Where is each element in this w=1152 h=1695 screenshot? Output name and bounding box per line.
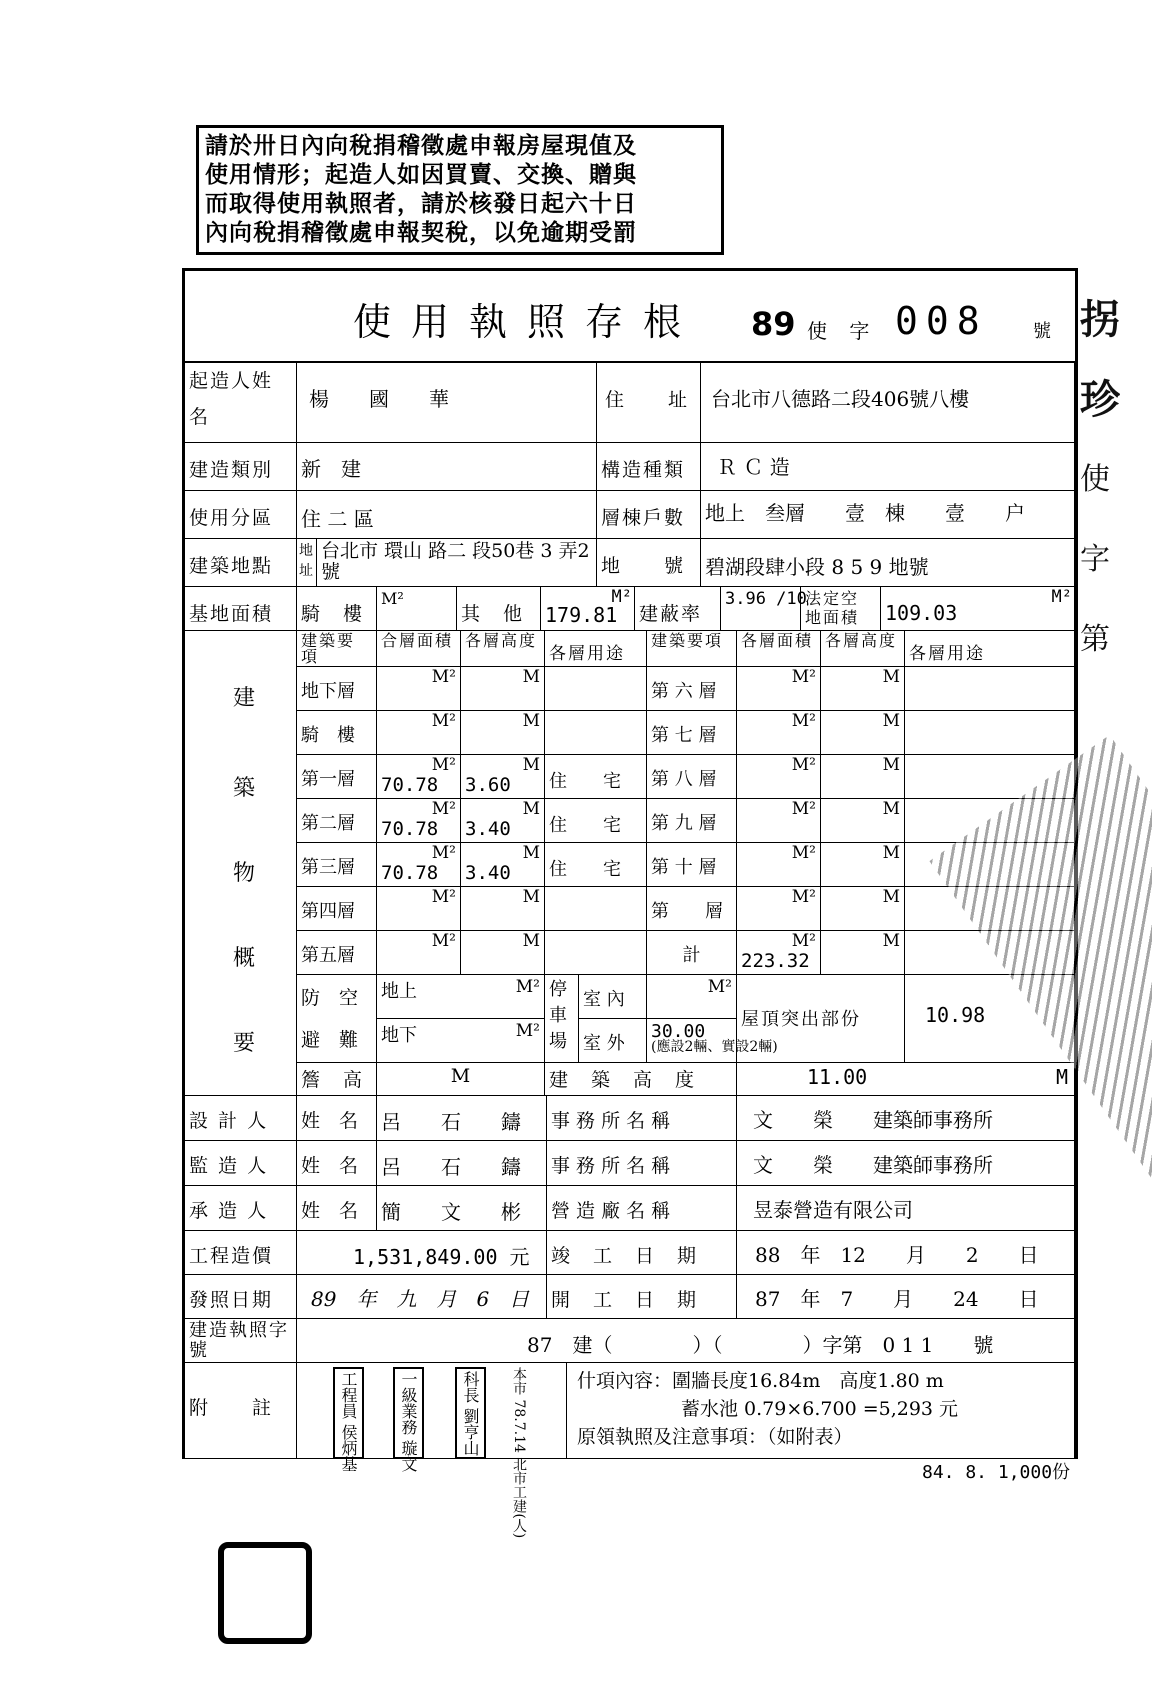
outdoor-note: (應設2輛、實設2輛)	[651, 1039, 778, 1055]
floor-label: 第 九 層	[647, 799, 737, 843]
person-name: 呂 石 鑄	[377, 1141, 547, 1186]
area-unit: M²	[1051, 587, 1072, 607]
form-print-code: 84. 8. 1,000份	[922, 1462, 1071, 1483]
coverage-value: 3.96 /10	[721, 587, 801, 631]
other-number: 179.81	[545, 603, 618, 627]
floor-label: 第二層	[297, 799, 377, 843]
build-type-label: 建造類別	[185, 443, 297, 491]
shelter-below	[377, 1019, 545, 1063]
site-label: 建築地點	[185, 539, 297, 587]
floor-label: 第 十 層	[647, 843, 737, 887]
col-header: 各層高度	[821, 631, 905, 667]
floor-use	[905, 711, 1075, 755]
cost-value: 1,531,849.00 元	[297, 1231, 547, 1275]
unit-label: M	[522, 667, 540, 687]
floor-area	[737, 931, 821, 975]
person-name-label: 姓 名	[297, 1186, 377, 1231]
cell-value: 70.78	[381, 774, 439, 796]
floor-use	[545, 667, 647, 711]
floor-label: 第 七 層	[647, 711, 737, 755]
notice-line: 使用情形；起造人如因買賣、交換、贈與	[205, 162, 637, 188]
floor-use	[545, 711, 647, 755]
floor-label: 第 八 層	[647, 755, 737, 799]
permit-value: 87 建（ ）（ ）字第 0 1 1 號	[297, 1319, 1075, 1363]
issue-date: 89 年 九 月 6 日	[297, 1275, 547, 1319]
unit-label: M	[882, 755, 900, 775]
unit-label: M²	[791, 843, 816, 863]
floor-label: 第 層	[647, 887, 737, 931]
section-char: 概	[233, 946, 256, 971]
unit-label: M	[882, 799, 900, 819]
col-header: 建築要項	[647, 631, 737, 667]
permit-hao: 號	[1033, 321, 1051, 342]
floor-area	[377, 755, 461, 799]
remarks-line: 蓄水池 0.79×6.700 =5,293 元	[681, 1398, 959, 1420]
base-area-label: 基地面積	[185, 587, 297, 631]
building-height-value	[737, 1063, 1075, 1096]
notice-line: 請於卅日內向稅捐稽徵處申報房屋現值及	[205, 133, 637, 159]
col-header: 建築要項	[297, 631, 377, 667]
address-label: 住 址	[597, 361, 701, 443]
outdoor-label: 室 外	[579, 1019, 647, 1063]
indoor-value	[647, 975, 737, 1019]
open-space-number: 109.03	[885, 601, 958, 625]
floor-label: 騎 樓	[297, 711, 377, 755]
seal-stamp	[218, 1542, 312, 1644]
floor-area	[737, 799, 821, 843]
floor-height	[821, 667, 905, 711]
structure-label: 構造種類	[597, 443, 701, 491]
floor-use: 住 宅	[545, 843, 647, 887]
floor-area	[377, 799, 461, 843]
unit-label: M	[522, 711, 540, 731]
person-org-label: 營 造 廠 名 稱	[547, 1186, 737, 1231]
start-label: 開 工 日 期	[547, 1275, 737, 1319]
col-header: 各層用途	[905, 631, 1075, 667]
margin-char: 使	[1080, 462, 1110, 497]
area-unit: M²	[611, 587, 632, 607]
floor-label: 地下層	[297, 667, 377, 711]
person-name: 簡 文 彬	[377, 1186, 547, 1231]
open-space-value	[881, 587, 1075, 631]
completion-label: 竣 工 日 期	[547, 1231, 737, 1275]
remarks-label: 附 註	[185, 1363, 297, 1459]
unit-label: M²	[431, 711, 456, 731]
cell-value: 3.40	[465, 862, 511, 884]
coverage-label: 建蔽率	[635, 587, 721, 631]
lot-value: 碧湖段肆小段 8 5 9 地號	[701, 539, 1075, 587]
permit-year: 89	[751, 305, 796, 343]
unit-label: M	[882, 887, 900, 907]
section-char: 築	[233, 776, 256, 801]
floor-label: 第三層	[297, 843, 377, 887]
stamp: 科長 劉亨山	[455, 1367, 486, 1459]
floor-height	[461, 887, 545, 931]
area-unit: M²	[515, 1021, 540, 1041]
cell-value: 70.78	[381, 818, 439, 840]
lot-label: 地 號	[597, 539, 701, 587]
roof-label: 屋頂突出部份	[737, 975, 905, 1063]
arcade-value: M²	[377, 587, 457, 631]
floor-label: 第五層	[297, 931, 377, 975]
floor-label: 第一層	[297, 755, 377, 799]
person-org: 昱泰營造有限公司	[737, 1186, 1075, 1231]
unit-label: M²	[791, 667, 816, 687]
shelter-label-2: 避 難	[301, 1029, 359, 1051]
form-title: 使用執照存根	[353, 300, 702, 344]
permit-number: 008	[895, 299, 988, 343]
open-space-label: 法定空地面積	[801, 587, 881, 631]
title-row	[185, 271, 1075, 363]
person-name: 呂 石 鑄	[377, 1096, 547, 1141]
area-unit: M²	[707, 977, 732, 997]
cell-value: 3.60	[465, 774, 511, 796]
floor-area	[377, 711, 461, 755]
unit-label: M	[522, 887, 540, 907]
unit-label: M²	[791, 931, 816, 951]
margin-char: 珍	[1080, 376, 1120, 423]
person-org: 文 榮 建築師事務所	[737, 1141, 1075, 1186]
floor-area	[737, 887, 821, 931]
unit-label: M	[882, 843, 900, 863]
floor-area	[737, 755, 821, 799]
roof-value: 10.98	[905, 975, 1075, 1063]
person-org-label: 事 務 所 名 稱	[547, 1141, 737, 1186]
shelter-above-label: 地上	[381, 981, 417, 1002]
permit-label: 建造執照字號	[185, 1319, 297, 1363]
building-height-label: 建 築 高 度	[545, 1063, 737, 1096]
eave-value: M	[377, 1063, 545, 1096]
floor-height	[821, 887, 905, 931]
zoning-value: 住 二 區	[297, 491, 597, 539]
owner-name: 楊 國 華	[297, 361, 597, 443]
shelter-label-1: 防 空	[301, 987, 359, 1009]
unit-label: M	[882, 931, 900, 951]
section-char: 物	[233, 861, 256, 886]
floor-label: 第 六 層	[647, 667, 737, 711]
site-address: 台北市 環山 路二 段50巷 3 弄2 號	[317, 539, 597, 587]
floor-use	[905, 667, 1075, 711]
cell-value: 223.32	[741, 950, 810, 972]
remarks-line: 原領執照及注意事項：（如附表）	[577, 1426, 853, 1448]
floor-use: 住 宅	[545, 799, 647, 843]
arcade-label: 騎 樓	[297, 587, 377, 631]
outdoor-value	[647, 1019, 778, 1063]
unit-label: M	[882, 667, 900, 687]
person-role: 設 計 人	[185, 1096, 297, 1141]
area-unit: M²	[515, 977, 540, 997]
cost-label: 工程造價	[185, 1231, 297, 1275]
floor-height	[821, 711, 905, 755]
build-type-value: 新 建	[297, 443, 597, 491]
unit-label: M²	[431, 755, 456, 775]
unit-label: M²	[791, 799, 816, 819]
owner-label: 起造人姓名	[185, 361, 297, 443]
indoor-label: 室 內	[579, 975, 647, 1019]
shelter-label	[297, 975, 377, 1063]
unit-label: M²	[791, 755, 816, 775]
unit-label: M²	[791, 711, 816, 731]
owner-address: 台北市八德路二段406號八樓	[701, 361, 1075, 443]
floor-area	[377, 667, 461, 711]
floor-use	[545, 887, 647, 931]
person-role: 承 造 人	[185, 1186, 297, 1231]
remarks-stamps	[297, 1363, 567, 1539]
person-role: 監 造 人	[185, 1141, 297, 1186]
stamp: 工程員 侯炳基	[333, 1367, 364, 1459]
unit-label: M	[882, 711, 900, 731]
floor-height	[821, 799, 905, 843]
floor-height	[461, 755, 545, 799]
building-section-label	[185, 631, 297, 1096]
unit-label: M	[522, 799, 540, 819]
section-char: 要	[233, 1031, 256, 1056]
col-header: 各層用途	[545, 631, 647, 667]
floor-height	[461, 931, 545, 975]
person-name-label: 姓 名	[297, 1096, 377, 1141]
floor-height	[461, 667, 545, 711]
unit-label: M²	[431, 887, 456, 907]
building-height-number: 11.00	[807, 1065, 868, 1089]
unit-label: M²	[791, 887, 816, 907]
unit-label: M	[522, 931, 540, 951]
shelter-above	[377, 975, 545, 1019]
floor-area	[377, 843, 461, 887]
unit-label: M	[522, 843, 540, 863]
remarks-text	[567, 1363, 1075, 1459]
floor-height	[821, 931, 905, 975]
col-header: 各層面積	[737, 631, 821, 667]
person-name-label: 姓 名	[297, 1141, 377, 1186]
shelter-below-label: 地下	[381, 1025, 417, 1046]
floor-use	[545, 931, 647, 975]
floor-area	[377, 887, 461, 931]
person-org-label: 事 務 所 名 稱	[547, 1096, 737, 1141]
notice-line: 而取得使用執照者，請於核發日起六十日	[205, 191, 637, 217]
unit-label: M²	[431, 667, 456, 687]
floors-value: 地上 叁層 壹 棟 壹 户	[701, 491, 1075, 539]
floor-height	[461, 843, 545, 887]
notice-line: 內向稅捐稽徵處申報契稅，以免逾期受罰	[205, 220, 637, 246]
floor-area	[737, 843, 821, 887]
notice-box	[196, 125, 724, 255]
floors-label: 層棟戶數	[597, 491, 701, 539]
col-header: 各層高度	[461, 631, 545, 667]
structure-value: Ｒ Ｃ 造	[701, 443, 1075, 491]
outdoor-number: 30.00	[651, 1021, 706, 1042]
parking-label: 停車場	[545, 975, 579, 1063]
floor-area	[737, 667, 821, 711]
section-char: 建	[233, 686, 256, 711]
stamp: 本市 78.7.14 北市工建(人)	[511, 1367, 527, 1539]
margin-char: 拐	[1080, 296, 1120, 343]
start-date: 87 年 7 月 24 日	[737, 1275, 1075, 1319]
floor-height	[461, 711, 545, 755]
floor-area	[377, 931, 461, 975]
margin-char: 第	[1080, 622, 1110, 657]
issue-label: 發照日期	[185, 1275, 297, 1319]
col-header: 合層面積	[377, 631, 461, 667]
height-unit: M	[1055, 1065, 1068, 1089]
cell-value: 3.40	[465, 818, 511, 840]
floor-use: 住 宅	[545, 755, 647, 799]
zoning-label: 使用分區	[185, 491, 297, 539]
cell-value: 70.78	[381, 862, 439, 884]
site-addr-tag: 地址	[297, 539, 317, 587]
floor-height	[461, 799, 545, 843]
unit-label: M	[522, 755, 540, 775]
margin-text	[1080, 280, 1150, 680]
floor-height	[821, 755, 905, 799]
permit-zi: 使 字	[807, 319, 878, 343]
floor-area	[737, 711, 821, 755]
completion-date: 88 年 12 月 2 日	[737, 1231, 1075, 1275]
stamp: 一級業務 璇文	[393, 1367, 424, 1459]
other-value	[541, 587, 635, 631]
floor-label: 計	[647, 931, 737, 975]
floor-height	[821, 843, 905, 887]
unit-label: M²	[431, 843, 456, 863]
margin-char: 字	[1080, 542, 1110, 577]
unit-label: M²	[431, 799, 456, 819]
floor-label: 第四層	[297, 887, 377, 931]
unit-label: M²	[431, 931, 456, 951]
eave-label: 簷 高	[297, 1063, 377, 1096]
other-label: 其 他	[457, 587, 541, 631]
remarks-line: 什項內容：圍牆長度16.84m 高度1.80 m	[577, 1370, 944, 1392]
person-org: 文 榮 建築師事務所	[737, 1096, 1075, 1141]
